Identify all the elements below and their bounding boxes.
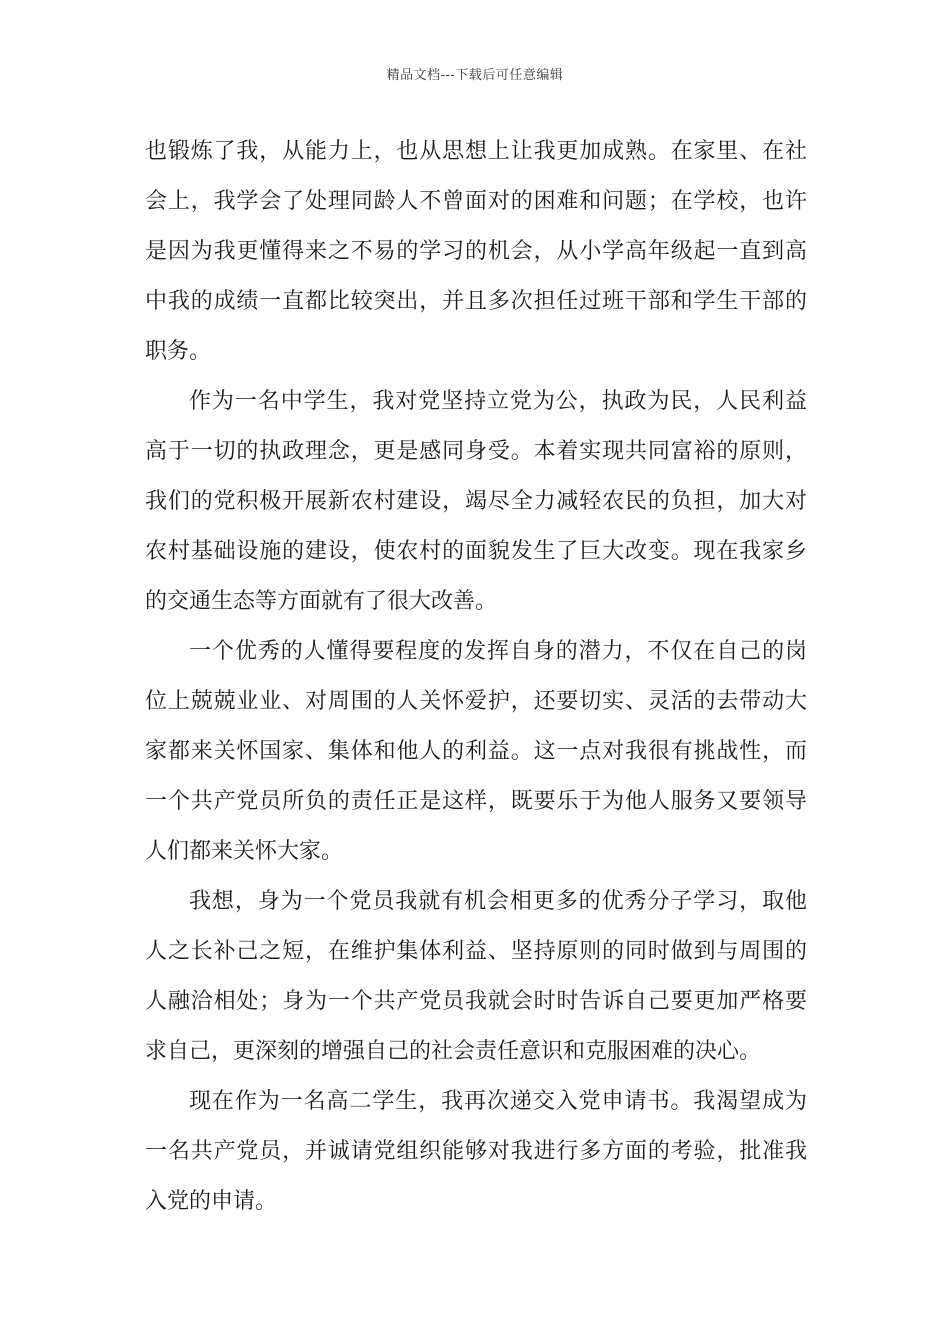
text-line: 职务。: [145, 339, 212, 364]
text-line: 也锻炼了我，从能力上，也从思想上让我更加成熟。在家里、在社: [145, 139, 807, 164]
page-header: 精品文档---下载后可任意编辑: [386, 68, 564, 83]
text-line: 是因为我更懂得来之不易的学习的机会，从小学高年级起一直到高: [145, 239, 807, 264]
text-line: 我们的党积极开展新农村建设，竭尽全力减轻农民的负担，加大对: [145, 489, 807, 514]
document-body: [145, 127, 807, 1227]
text-line: 入党的申请。: [145, 1189, 278, 1214]
paragraph: [145, 1077, 807, 1227]
paragraph: [145, 377, 807, 627]
text-line: 人融洽相处；身为一个共产党员我就会时时告诉自己要更加严格要: [145, 989, 807, 1014]
text-line: 农村基础设施的建设，使农村的面貌发生了巨大改变。现在我家乡: [145, 539, 807, 564]
text-line: 高于一切的执政理念，更是感同身受。本着实现共同富裕的原则，: [145, 439, 807, 464]
text-line: 家都来关怀国家、集体和他人的利益。这一点对我很有挑战性，而: [145, 739, 807, 764]
text-line: 作为一名中学生，我对党坚持立党为公，执政为民，人民利益: [189, 389, 807, 414]
text-line: 一个共产党员所负的责任正是这样，既要乐于为他人服务又要领导: [145, 789, 807, 814]
text-line: 人之长补己之短，在维护集体利益、坚持原则的同时做到与周围的: [145, 939, 807, 964]
text-line: 的交通生态等方面就有了很大改善。: [145, 589, 498, 614]
text-line: 求自己，更深刻的增强自己的社会责任意识和克服困难的决心。: [145, 1039, 762, 1064]
text-line: 一个优秀的人懂得要程度的发挥自身的潜力，不仅在自己的岗: [189, 639, 807, 664]
text-line: 现在作为一名高二学生，我再次递交入党申请书。我渴望成为: [189, 1089, 807, 1114]
text-line: 人们都来关怀大家。: [145, 839, 344, 864]
text-line: 会上，我学会了处理同龄人不曾面对的困难和问题；在学校，也许: [145, 189, 807, 214]
text-line: 一名共产党员，并诚请党组织能够对我进行多方面的考验，批准我: [145, 1139, 807, 1164]
text-line: 我想，身为一个党员我就有机会相更多的优秀分子学习，取他: [189, 889, 807, 914]
text-line: 位上兢兢业业、对周围的人关怀爱护，还要切实、灵活的去带动大: [145, 689, 807, 714]
paragraph: [145, 627, 807, 877]
text-line: 中我的成绩一直都比较突出，并且多次担任过班干部和学生干部的: [145, 289, 807, 314]
paragraph: [145, 877, 807, 1077]
paragraph: [145, 127, 807, 377]
